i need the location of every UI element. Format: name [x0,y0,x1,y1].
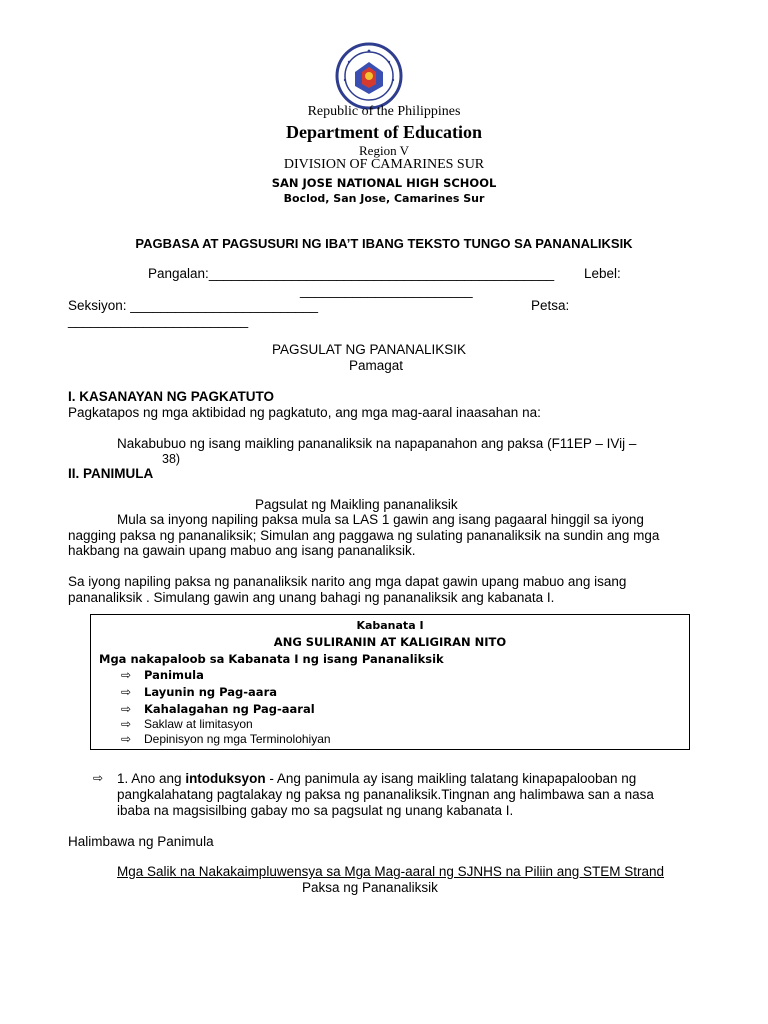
example-title: Mga Salik na Nakakaimpluwensya sa Mga Mag-aaral ng SJNHS na Piliin ang STEM Strand [117,864,665,879]
arrow-bullet-icon: ⇨ [93,771,104,785]
para1-line-2: nagging paksa ng pananaliksik; Simulan ang paggawa ng sulating pananaliksik na sundin ang mga [68,528,660,543]
arrow-bullet-icon: ⇨ [121,702,132,716]
box-item-label: Depinisyon ng mga Terminolohiyan [144,732,331,746]
section1-intro: Pagkatapos ng mga aktibidad ng pagkatuto, ang mga mag-aaral inaasahan na: [68,405,541,420]
example-label: Halimbawa ng Panimula [68,834,214,849]
item1-line-2: pangkalahatang pagtalakay ng paksa ng pananaliksik.Tingnan ang halimbawa san a nasa [117,787,654,802]
section2-heading: II. PANIMULA [68,466,154,481]
arrow-bullet-icon: ⇨ [121,668,132,682]
subject-title: PAGBASA AT PAGSUSURI NG IBA’T IBANG TEKSTO TUNGO SA PANANALIKSIK [135,236,633,251]
date-label: Petsa: [531,298,570,313]
arrow-bullet-icon: ⇨ [121,717,132,731]
region-line: Region V [359,143,409,158]
item1-line-3: ibaba na magsisilbing gabay mo sa pagsulat ng unang kabanata I. [117,803,514,818]
lesson-title: PAGSULAT NG PANANALIKSIK [272,342,467,357]
box-item-label: Panimula [144,668,204,682]
box-item-label: Kahalagahan ng Pag-aaral [144,702,315,716]
item1-line-1 [117,771,636,786]
name-field-row [148,266,554,281]
box-item-label: Layunin ng Pag-aara [144,685,277,699]
box-lead: Mga nakapaloob sa Kabanata I ng isang Pananaliksik [99,652,444,666]
level-label: Lebel: [584,266,621,281]
item1-term: intoduksyon [185,771,266,786]
address-line: Boclod, San Jose, Camarines Sur [283,192,485,205]
republic-line: Republic of the Philippines [307,104,461,119]
section-label: Seksiyon: [68,298,127,313]
section-field-row [68,298,318,313]
item1-rest: - Ang panimula ay isang maikling talatang kinapapalooban ng [265,771,637,786]
school-line: SAN JOSE NATIONAL HIGH SCHOOL [271,176,497,190]
para2-line-1: Sa iyong napiling paksa ng pananaliksik narito ang mga dapat gawin upang mabuo ang isang [68,574,627,589]
section-blank: _________________________ [130,298,318,313]
example-caption: Paksa ng Pananaliksik [302,880,438,895]
box-subtitle: ANG SULIRANIN AT KALIGIRAN NITO [273,635,507,649]
division-line: DIVISION OF CAMARINES SUR [283,157,485,172]
arrow-bullet-icon: ⇨ [121,685,132,699]
name-label: Pangalan: [148,266,209,281]
department-line: Department of Education [286,122,482,142]
para1-line-1: Mula sa inyong napiling paksa mula sa LAS 1 gawin ang isang pagaaral hinggil sa iyong [117,512,644,527]
para1-line-3: hakbang na gawain upang mabuo ang isang pananaliksik. [68,543,416,558]
kabanata-box [90,614,690,750]
name-blank: ______________________________________________ [208,266,555,281]
section2-subheading: Pagsulat ng Maikling pananaliksik [255,497,458,512]
box-item-label: Saklaw at limitasyon [144,717,253,731]
competency-line-1: Nakabubuo ng isang maikling pananaliksik na napapanahon ang paksa (F11EP – IVij – [117,436,637,451]
section1-heading: I. KASANAYAN NG PAGKATUTO [68,389,275,404]
level-blank: _______________________ [300,283,473,298]
lesson-subtitle: Pamagat [349,358,404,373]
para2-line-2: pananaliksik . Simulang gawin ang unang bahagi ng pananaliksik ang kabanata I. [68,590,555,605]
arrow-bullet-icon: ⇨ [121,732,132,746]
date-blank: ________________________ [68,313,249,328]
item1-number: 1. Ano ang [117,771,186,786]
deped-seal-logo [335,42,403,110]
box-title: Kabanata I [356,619,424,632]
competency-line-2: 38) [162,452,181,466]
